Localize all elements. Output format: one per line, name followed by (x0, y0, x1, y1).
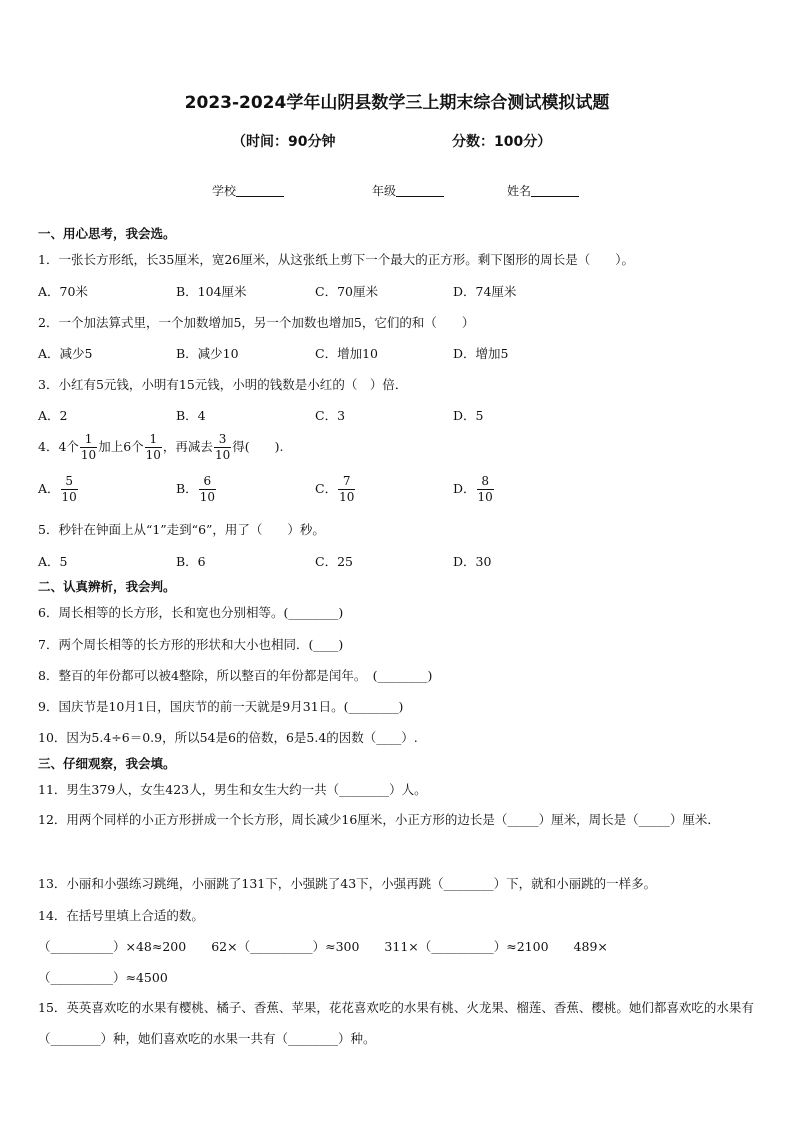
q2-option-c[interactable]: C．增加10 (315, 346, 378, 361)
q4-part-3: ，再减去 (162, 439, 213, 454)
q4-c-label: C． (315, 481, 338, 496)
q4-f2-numerator: 1 (145, 432, 162, 448)
name-label: 姓名 (507, 184, 532, 198)
name-field[interactable] (507, 182, 579, 199)
q4-b-label: B． (176, 481, 198, 496)
q4-d-numerator: 8 (477, 474, 494, 490)
q4-c-fraction (338, 474, 355, 505)
exam-score: 分数：100分） (452, 134, 552, 150)
section-1-heading: 一、用心思考，我会选。 (38, 226, 176, 241)
question-9: 9．国庆节是10月1日，国庆节的前一天就是9月31日。(________) (38, 699, 404, 714)
q4-option-b[interactable] (176, 474, 217, 505)
q2-option-d[interactable]: D．增加5 (453, 346, 509, 361)
q4-fraction-3 (214, 432, 231, 463)
q2-option-b[interactable]: B．减少10 (176, 346, 239, 361)
q4-option-d[interactable] (453, 474, 495, 505)
q4-part-1: 4．4个 (38, 439, 79, 454)
page-title: 2023-2024学年山阴县数学三上期末综合测试模拟试题 (184, 93, 610, 113)
q4-d-label: D． (453, 481, 476, 496)
exam-time: （时间：90分钟 (232, 134, 336, 150)
school-blank[interactable] (236, 184, 284, 197)
q4-option-c[interactable] (315, 474, 356, 505)
question-1: 1．一张长方形纸，长35厘米，宽26厘米，从这张纸上剪下一个最大的正方形。剩下图形的周长是（ ）。 (38, 252, 635, 267)
question-13: 13．小丽和小强练习跳绳，小丽跳了131下，小强跳了43下，小强再跳（________）下，就和小丽跳的一样多。 (38, 876, 657, 891)
question-11: 11．男生379人，女生423人，男生和女生大约一共（________）人。 (38, 782, 427, 797)
q5-option-b[interactable]: B．6 (176, 554, 206, 569)
section-2-heading: 二、认真辨析，我会判。 (38, 579, 176, 594)
section-3-heading: 三、仔细观察，我会填。 (38, 756, 176, 771)
q4-f1-numerator: 1 (80, 432, 97, 448)
question-2: 2．一个加法算式里，一个加数增加5，另一个加数也增加5，它们的和（ ） (38, 315, 475, 330)
question-10: 10．因为5.4÷6＝0.9，所以54是6的倍数，6是5.4的因数（____）. (38, 730, 418, 745)
question-15: 15．英英喜欢吃的水果有樱桃、橘子、香蕉、苹果，花花喜欢吃的水果有桃、火龙果、榴莲、香蕉、樱桃。她们都喜欢吃的水果有（________）种，她们喜欢吃的水果一共有（________）种。 (38, 1000, 754, 1046)
question-14-row-1: （__________）×48≈200 62×（__________）≈300 311×（__________）≈2100 489× (38, 939, 608, 954)
q4-part-2: 加上6个 (98, 439, 144, 454)
school-field[interactable] (212, 182, 284, 199)
q1-option-b[interactable]: B．104厘米 (176, 284, 247, 299)
q4-a-label: A． (38, 481, 60, 496)
q1-option-a[interactable]: A．70米 (38, 284, 88, 299)
q4-f1-denominator: 10 (80, 448, 97, 462)
q5-option-a[interactable]: A．5 (38, 554, 68, 569)
name-blank[interactable] (531, 184, 579, 197)
grade-field[interactable] (372, 182, 444, 199)
question-3: 3．小红有5元钱，小明有15元钱，小明的钱数是小红的（ ）倍． (38, 377, 408, 392)
question-14: 14．在括号里填上合适的数。 (38, 908, 204, 923)
q4-part-4: 得( ). (232, 439, 284, 454)
q1-option-d[interactable]: D．74厘米 (453, 284, 517, 299)
question-12: 12．用两个同样的小正方形拼成一个长方形，周长减少16厘米，小正方形的边长是（_____）厘米，周长是（_____）厘米． (38, 812, 720, 827)
q4-b-fraction (199, 474, 216, 505)
q3-option-b[interactable]: B．4 (176, 408, 206, 423)
question-4 (38, 432, 283, 463)
q4-b-denominator: 10 (199, 490, 215, 504)
grade-blank[interactable] (396, 184, 444, 197)
q4-option-a[interactable] (38, 474, 79, 505)
q5-option-c[interactable]: C．25 (315, 554, 353, 569)
q4-fraction-1 (80, 432, 97, 463)
q3-option-a[interactable]: A．2 (38, 408, 68, 423)
q4-d-denominator: 10 (477, 490, 493, 504)
q4-a-fraction (61, 474, 78, 505)
q4-b-numerator: 6 (199, 474, 216, 490)
school-label: 学校 (212, 184, 237, 198)
question-8: 8．整百的年份都可以被4整除，所以整百的年份都是闰年。 (________) (38, 668, 433, 683)
q4-a-numerator: 5 (61, 474, 78, 490)
q3-option-c[interactable]: C．3 (315, 408, 346, 423)
q4-c-numerator: 7 (338, 474, 355, 490)
q3-option-d[interactable]: D．5 (453, 408, 484, 423)
q5-option-d[interactable]: D．30 (453, 554, 492, 569)
question-5: 5．秒针在钟面上从“1”走到“6”，用了（ ）秒。 (38, 522, 325, 537)
q4-f3-numerator: 3 (214, 432, 231, 448)
q2-option-a[interactable]: A．减少5 (38, 346, 93, 361)
q1-option-c[interactable]: C．70厘米 (315, 284, 378, 299)
q4-fraction-2 (145, 432, 162, 463)
question-6: 6．周长相等的长方形，长和宽也分别相等。(________) (38, 605, 344, 620)
q4-f2-denominator: 10 (145, 448, 161, 462)
q4-f3-denominator: 10 (214, 448, 231, 462)
question-7: 7．两个周长相等的长方形的形状和大小也相同．(____) (38, 637, 344, 652)
question-14-row-2: （__________）≈4500 (38, 970, 168, 985)
q4-a-denominator: 10 (61, 490, 77, 504)
q4-c-denominator: 10 (339, 490, 355, 504)
grade-label: 年级 (372, 184, 397, 198)
q4-d-fraction (477, 474, 494, 505)
